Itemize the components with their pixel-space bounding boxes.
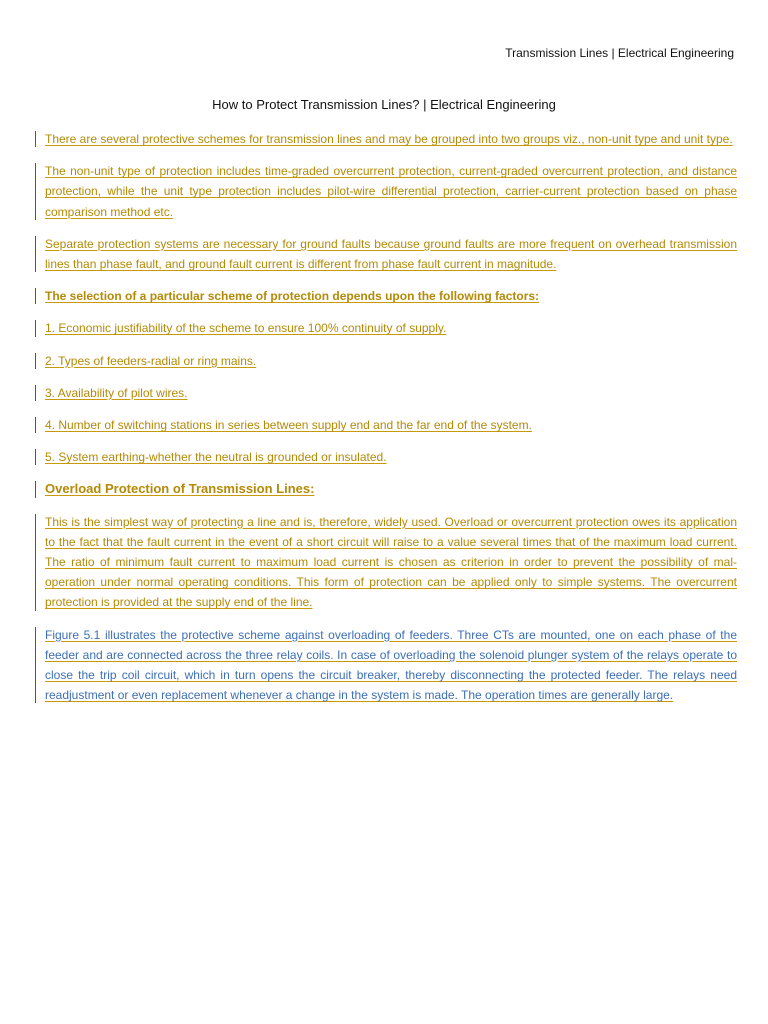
paragraph-non-unit: The non-unit type of protection includes time-graded overcurrent protection, current-graded overcurrent protection, and distance protection, while the unit type protection includes pilot-wire differential protection, carrier-current protection based on phase comparison method etc. xyxy=(45,161,737,222)
paragraph-overload: This is the simplest way of protecting a line and is, therefore, widely used. Overload or overcurrent protection owes its application to the fact that the fault current in the event of a short circuit will raise to a value several times that of the maximum load current. The ratio of minimum fault current to maximum load current is chosen as criterion in order to prevent the possibility of mal-operation under normal operating conditions. This form of protection can be applied only to simple systems. The overcurrent protection is provided at the supply end of the line. xyxy=(45,512,737,613)
change-bar xyxy=(35,481,36,497)
list-item-1: 1. Economic justifiability of the scheme to ensure 100% continuity of supply. xyxy=(45,318,737,338)
change-bar xyxy=(35,385,36,401)
paragraph-ground-faults: Separate protection systems are necessary for ground faults because ground faults are more frequent on overhead transmission lines than phase fault, and ground fault current is different from phase fault current in magnitude. xyxy=(45,234,737,274)
change-bar xyxy=(35,288,36,304)
document-body xyxy=(45,129,737,717)
list-item-3: 3. Availability of pilot wires. xyxy=(45,383,737,403)
paragraph-selection-factors: The selection of a particular scheme of protection depends upon the following factors: xyxy=(45,286,737,306)
page-header: Transmission Lines | Electrical Engineering xyxy=(505,46,734,60)
change-bar xyxy=(35,320,36,336)
change-bar xyxy=(35,417,36,433)
list-item-2: 2. Types of feeders-radial or ring mains. xyxy=(45,351,737,371)
document-title: How to Protect Transmission Lines? | Electrical Engineering xyxy=(212,97,556,112)
change-bar xyxy=(35,449,36,465)
change-bar xyxy=(35,627,36,704)
change-bar xyxy=(35,163,36,220)
list-item-4: 4. Number of switching stations in series between supply end and the far end of the system. xyxy=(45,415,737,435)
paragraph-figure: Figure 5.1 illustrates the protective scheme against overloading of feeders. Three CTs are mounted, one on each phase of the feeder and are connected across the three relay coils. In case of overloading the solenoid plunger system of the relays operate to close the trip coil circuit, which in turn opens the circuit breaker, thereby disconnecting the protected feeder. The relays need readjustment or even replacement whenever a change in the system is made. The operation times are generally large. xyxy=(45,625,737,706)
change-bar xyxy=(35,236,36,272)
list-item-5: 5. System earthing-whether the neutral is grounded or insulated. xyxy=(45,447,737,467)
change-bar xyxy=(35,353,36,369)
section-heading-overload: Overload Protection of Transmission Lines: xyxy=(45,479,737,499)
change-bar xyxy=(35,131,36,147)
change-bar xyxy=(35,514,36,611)
paragraph-intro: There are several protective schemes for transmission lines and may be grouped into two groups viz., non-unit type and unit type. xyxy=(45,129,737,149)
